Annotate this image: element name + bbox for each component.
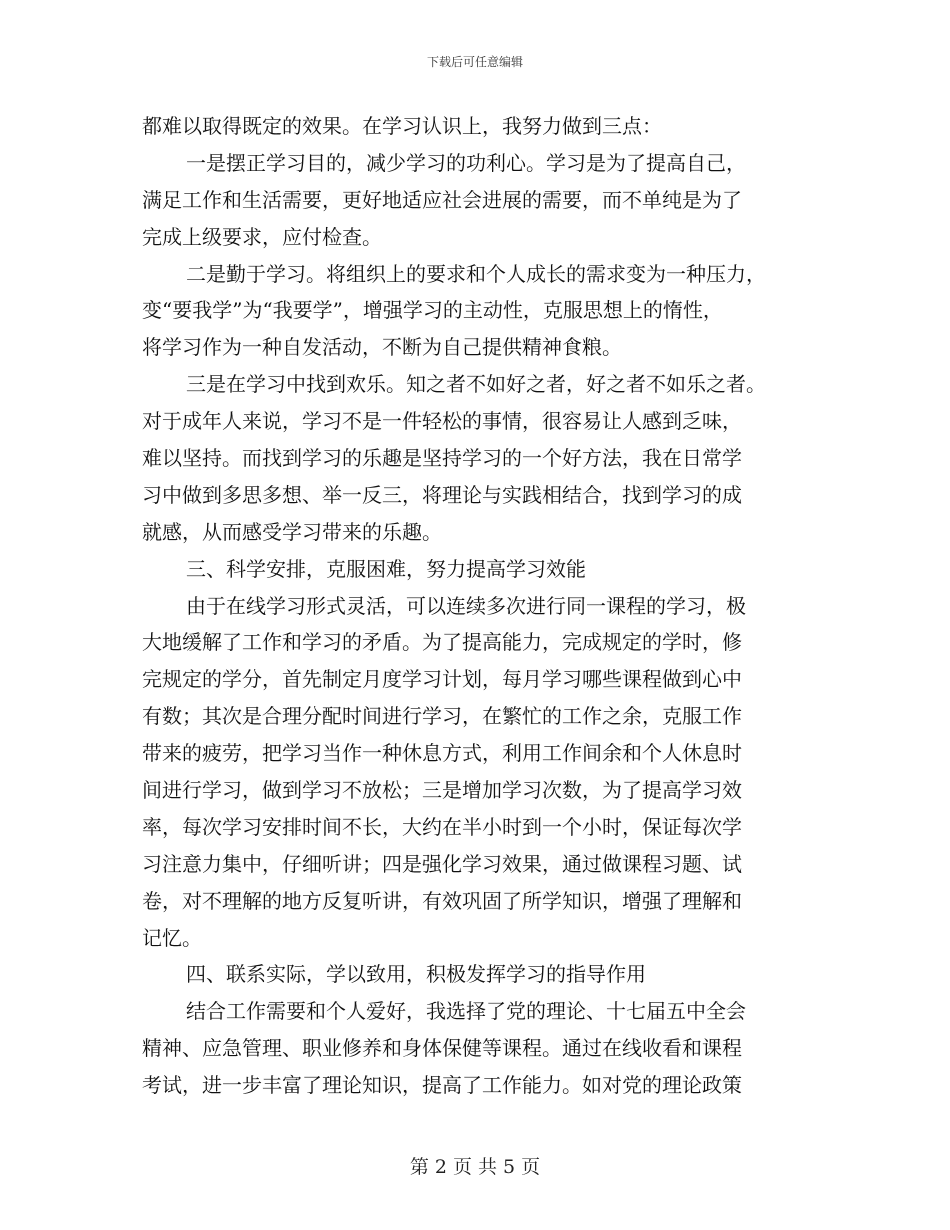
text-line: 结合工作需要和个人爱好，我选择了党的理论、十七届五中全会 — [186, 999, 746, 1024]
text-line: 考试，进一步丰富了理论知识，提高了工作能力。如对党的理论政策 — [142, 1073, 742, 1098]
text-line: 由于在线学习形式灵活，可以连续多次进行同一课程的学习，极 — [186, 593, 746, 618]
text-line: 满足工作和生活需要，更好地适应社会进展的需要，而不单纯是为了 — [142, 187, 742, 212]
text-line: 将学习作为一种自发活动，不断为自己提供精神食粮。 — [142, 335, 622, 360]
text-line: 有数；其次是合理分配时间进行学习，在繁忙的工作之余，克服工作 — [142, 704, 742, 729]
text-line: 三是在学习中找到欢乐。知之者不如好之者，好之者不如乐之者。 — [186, 372, 766, 397]
text-line: 带来的疲劳，把学习当作一种休息方式，利用工作间余和个人休息时 — [142, 741, 742, 766]
text-line: 习注意力集中，仔细听讲；四是强化学习效果，通过做课程习题、试 — [142, 851, 742, 876]
text-line: 就感，从而感受学习带来的乐趣。 — [142, 519, 442, 544]
text-line: 难以坚持。而找到学习的乐趣是坚持学习的一个好方法，我在日常学 — [142, 446, 742, 471]
text-line: 一是摆正学习目的，减少学习的功利心。学习是为了提高自己， — [186, 150, 746, 175]
page-number-footer: 第 2 页 共 5 页 — [409, 1156, 541, 1178]
text-line: 完成上级要求，应付检查。 — [142, 224, 382, 249]
section-heading: 四、联系实际，学以致用，积极发挥学习的指导作用 — [186, 962, 646, 987]
text-line: 间进行学习，做到学习不放松；三是增加学习次数，为了提高学习效 — [142, 778, 742, 803]
text-line: 记忆。 — [142, 925, 202, 950]
section-heading: 三、科学安排，克服困难，努力提高学习效能 — [186, 556, 586, 581]
document-body — [142, 108, 822, 1104]
text-line: 变“要我学”为“我要学”，增强学习的主动性，克服思想上的惰性， — [142, 298, 723, 323]
text-line: 精神、应急管理、职业修养和身体保健等课程。通过在线收看和课程 — [142, 1036, 742, 1061]
text-line: 习中做到多思多想、举一反三，将理论与实践相结合，找到学习的成 — [142, 482, 742, 507]
text-line: 都难以取得既定的效果。在学习认识上，我努力做到三点： — [142, 114, 662, 138]
text-line: 二是勤于学习。将组织上的要求和个人成长的需求变为一种压力， — [186, 261, 766, 286]
page-header-note: 下载后可任意编辑 — [426, 55, 523, 69]
text-line: 完规定的学分，首先制定月度学习计划，每月学习哪些课程做到心中 — [142, 667, 742, 692]
text-line: 大地缓解了工作和学习的矛盾。为了提高能力，完成规定的学时，修 — [142, 630, 742, 655]
text-line: 率，每次学习安排时间不长，大约在半小时到一个小时，保证每次学 — [142, 814, 742, 839]
text-line: 卷，对不理解的地方反复听讲，有效巩固了所学知识，增强了理解和 — [142, 888, 742, 913]
text-line: 对于成年人来说，学习不是一件轻松的事情，很容易让人感到乏味， — [142, 409, 742, 434]
